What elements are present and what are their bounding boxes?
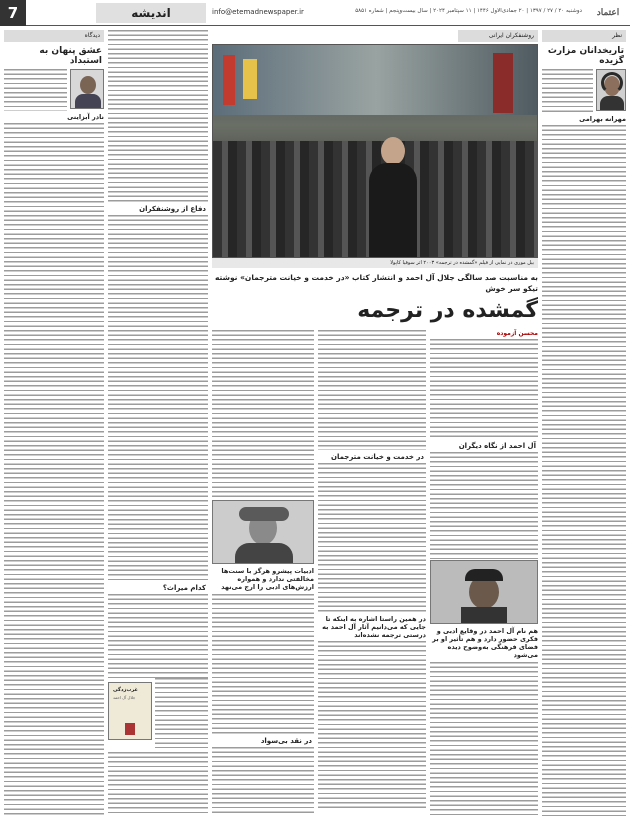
page-number: 7: [0, 0, 26, 26]
subhead: آل احمد از نگاه دیگران: [458, 442, 536, 450]
body-text: [542, 125, 626, 816]
body-text: [155, 678, 208, 748]
photo-caption: بیل موری در نمایی از فیلم «گمشده در ترجمه» ۲۰۰۳ اثر سوفیا کاپولا: [212, 258, 538, 268]
author-photo: [596, 69, 626, 111]
author-name: مهرانه بهرامی: [579, 115, 626, 123]
issue-date: دوشنبه ۲۰ / ۲۷ / ۱۳۹۷ | ۲۰ جمادی‌الاول ۱۴۴۶ | ۱۱ سپتامبر ۲۰۲۴ | سال بیست‌وپنجم | شماره ۵۸۵۱: [355, 8, 582, 14]
body-text: [212, 747, 314, 813]
subhead: در خدمت و خیانت مترجمان: [330, 453, 424, 461]
body-text: [108, 215, 208, 517]
newspaper-logo: اعتماد: [596, 8, 620, 18]
contact-email[interactable]: info@etemadnewspaper.ir: [212, 8, 304, 16]
pull-quote: هم نام آل احمد در وقایع ادبی و فکری حضور دارد و هم تأثیر او بر فضای فرهنگی به‌وضوح دیده می‌شود: [432, 627, 538, 659]
author-name: نادر آبزاینی: [67, 113, 104, 121]
subhead: در نقد بی‌سواد: [260, 737, 312, 745]
body-text: [430, 662, 538, 816]
body-text: [318, 641, 426, 811]
article-kicker: به مناسبت صد سالگی جلال آل احمد و انتشار کتاب «در خدمت و خیانت مترجمان» نوشته تیکو سر خوش: [214, 273, 538, 293]
subhead: دفاع از روشنفکران: [139, 205, 206, 213]
body-text: [318, 330, 426, 450]
body-text: [4, 69, 67, 111]
body-text: [212, 330, 314, 500]
body-text: [212, 594, 314, 734]
feature-article: [212, 30, 538, 816]
author-portrait: [212, 500, 314, 564]
body-text: [108, 30, 208, 202]
opinion-title: عشق پنهان به استبداد: [39, 46, 102, 66]
commentary-column: [542, 30, 626, 816]
commentary-title: تاریخدانان مزارث گزیده: [547, 46, 624, 66]
author-photo: [70, 69, 104, 109]
column-tag: روشنفکران ایرانی: [458, 30, 538, 42]
body-text: [430, 452, 538, 560]
pull-quote: ادبیات پیشرو هرگز با سنت‌ها مخالفتی ندارد و همواره ارزش‌های ادبی را ارج می‌نهد: [221, 567, 314, 591]
article-headline: گمشده در ترجمه: [357, 298, 538, 323]
page-header: [0, 0, 630, 26]
pull-quote: در همین راستا اشاره به اینکه تا جایی که می‌دانیم آثار آل احمد به درستی ترجمه نشده‌اند: [322, 615, 426, 639]
body-text: [108, 752, 208, 816]
subhead: کدام میراث؟: [162, 584, 206, 592]
article-author: محسن آزموده: [496, 330, 538, 337]
body-text: [4, 123, 104, 816]
opinion-column: [4, 30, 104, 816]
body-text: [108, 594, 208, 678]
column-tag: نظر: [542, 30, 626, 42]
column-tag: دیدگاه: [4, 30, 104, 42]
body-text: [318, 463, 426, 613]
continuation-column: [108, 30, 208, 816]
body-text: [430, 339, 538, 439]
body-text: [542, 69, 593, 113]
book-cover: [108, 682, 152, 740]
section-title: اندیشه: [96, 3, 206, 23]
aal-ahmad-photo: [430, 560, 538, 624]
body-text: [108, 519, 208, 581]
book-cover-title: غرب‌زدگی: [113, 687, 138, 693]
film-still-photo: [212, 44, 538, 258]
book-cover-author: جلال آل احمد: [113, 695, 136, 700]
